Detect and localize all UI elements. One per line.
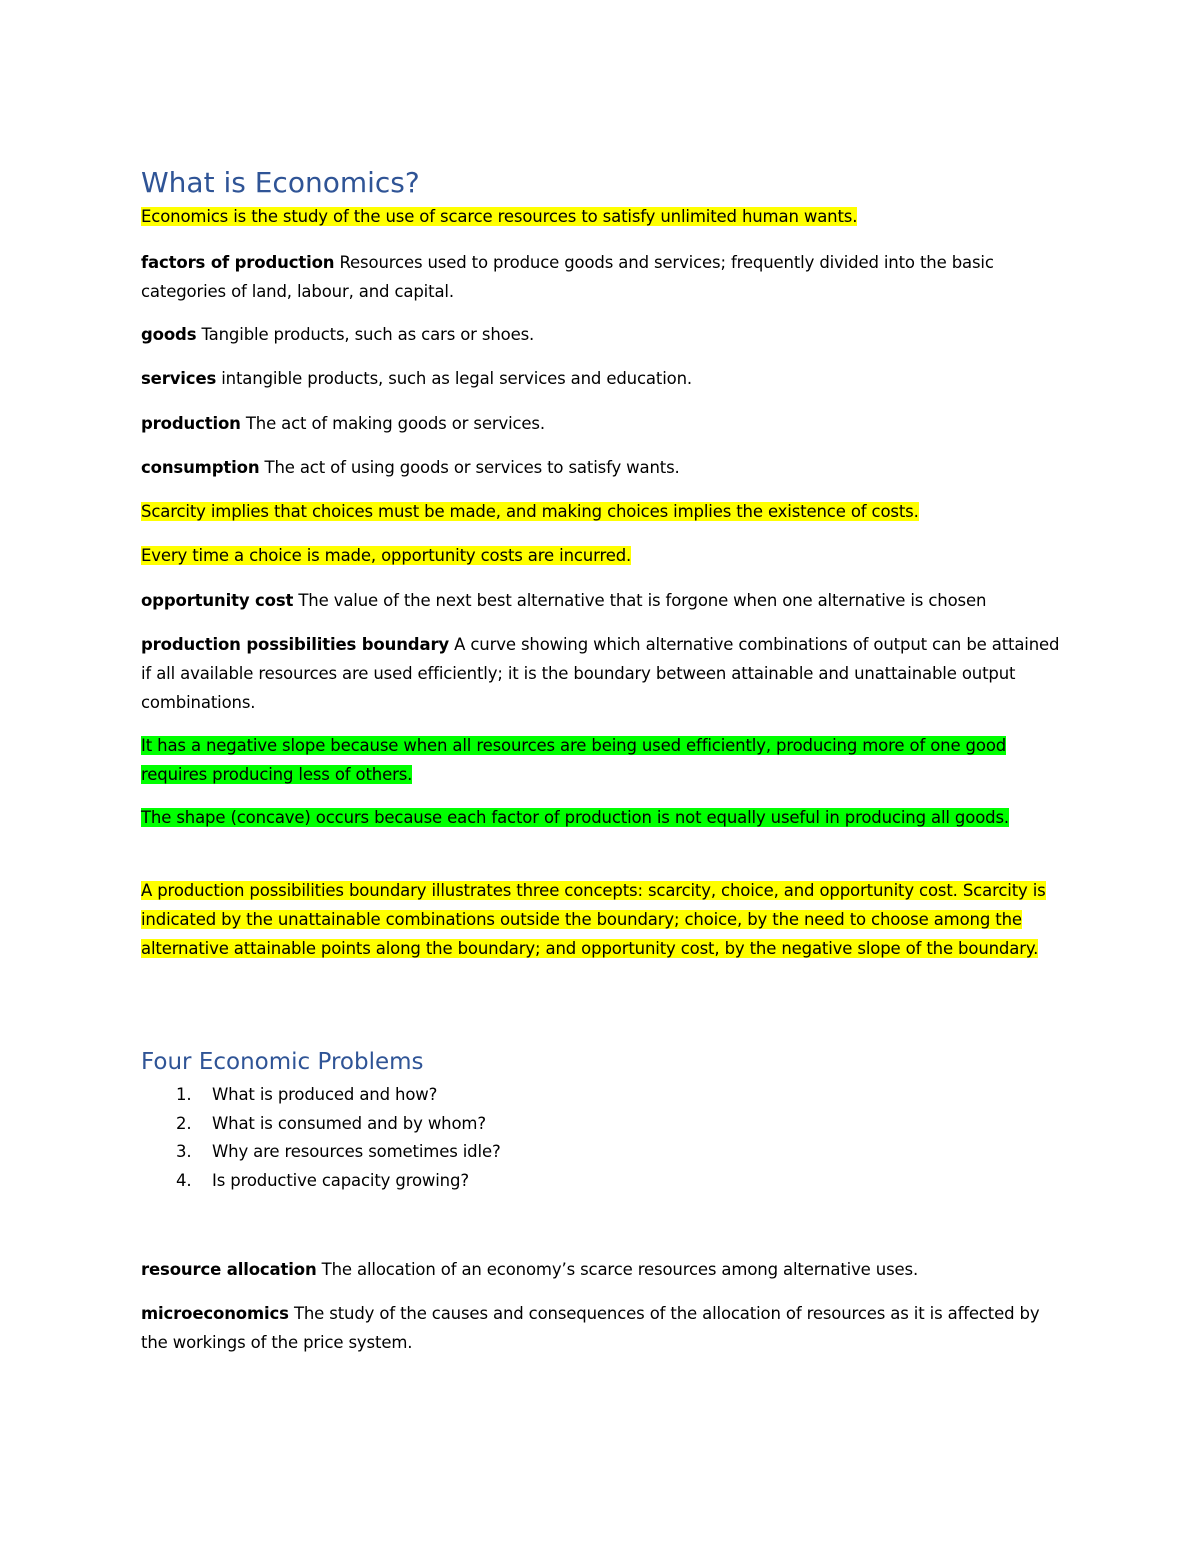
slope-paragraph	[141, 731, 1071, 789]
list-item-text: What is produced and how?	[212, 1085, 438, 1104]
list-number: 4.	[176, 1170, 192, 1190]
definition-text: The allocation of an economy’s scarce resources among alternative uses.	[316, 1260, 919, 1279]
scarcity-text: Scarcity implies that choices must be made, and making choices implies the existence of costs.	[141, 502, 919, 521]
concepts-paragraph	[141, 876, 1071, 963]
definition-production-possibilities-boundary	[141, 630, 1071, 717]
list-item-text: What is consumed and by whom?	[212, 1113, 486, 1133]
list-item-text: Why are resources sometimes idle?	[212, 1142, 501, 1161]
definition-opportunity-cost	[141, 586, 1071, 615]
list-item	[141, 1081, 1071, 1110]
section-heading-problems: Four Economic Problems	[141, 1049, 424, 1075]
definition-text: The value of the next best alternative that is forgone when one alternative is chosen	[293, 591, 987, 610]
definition-text: Resources used to produce goods and services; frequently divided into the basic categories of land, labour, and capital.	[141, 253, 994, 301]
list-item-text: Is productive capacity growing?	[212, 1170, 469, 1190]
definition-text: The act of using goods or services to satisfy wants.	[259, 458, 680, 477]
definition-term: factors of production	[141, 253, 335, 272]
definition-text: intangible products, such as legal services and education.	[216, 369, 692, 388]
definition-term: consumption	[141, 458, 260, 477]
definition-consumption	[141, 453, 1071, 482]
definition-term: resource allocation	[141, 1260, 317, 1279]
definition-production	[141, 409, 1071, 438]
concepts-text: A production possibilities boundary illustrates three concepts: scarcity, choice, and opportunity cost. Scarcity is indicated by the unattainable combinations outside the boundary; choice, by the need to choose among the alternative attainable points along the boundary; and opportunity cost, by the negative slope of the boundary.	[141, 881, 1046, 958]
intro-text: Economics is the study of the use of scarce resources to satisfy unlimited human wants.	[141, 207, 858, 226]
definition-term: production possibilities boundary	[141, 635, 450, 654]
shape-paragraph	[141, 803, 1071, 832]
list-number: 3.	[176, 1142, 192, 1161]
choice-text: Every time a choice is made, opportunity costs are incurred.	[141, 546, 632, 565]
definition-term: goods	[141, 325, 197, 344]
slope-text: It has a negative slope because when all resources are being used efficiently, producing more of one good requires producing less of others.	[141, 736, 1007, 784]
page-title: What is Economics?	[141, 166, 420, 199]
definition-text: Tangible products, such as cars or shoes.	[196, 325, 535, 344]
list-item	[141, 1138, 1071, 1167]
definition-goods	[141, 320, 1071, 349]
definition-term: production	[141, 414, 241, 433]
shape-text: The shape (concave) occurs because each factor of production is not equally useful in producing all goods.	[141, 808, 1010, 827]
definition-microeconomics	[141, 1299, 1071, 1357]
choice-paragraph	[141, 541, 1071, 570]
definition-term: services	[141, 369, 217, 388]
intro-paragraph	[141, 202, 1071, 231]
definition-term: opportunity cost	[141, 591, 294, 610]
list-item	[141, 1110, 1071, 1139]
definition-text: The study of the causes and consequences of the allocation of resources as it is affected by the workings of the price system.	[141, 1304, 1040, 1352]
definition-term: microeconomics	[141, 1304, 289, 1323]
list-item	[141, 1167, 1071, 1196]
list-number: 1.	[176, 1085, 192, 1104]
definition-text: The act of making goods or services.	[240, 414, 545, 433]
definition-factors-of-production	[141, 248, 1071, 306]
problems-list	[141, 1081, 1071, 1195]
definition-services	[141, 364, 1071, 393]
scarcity-paragraph	[141, 497, 1071, 526]
list-number: 2.	[176, 1113, 192, 1133]
definition-resource-allocation	[141, 1255, 1071, 1284]
definition-text: A curve showing which alternative combinations of output can be attained if all available resources are used efficiently; it is the boundary between attainable and unattainable output combinations.	[141, 635, 1060, 712]
